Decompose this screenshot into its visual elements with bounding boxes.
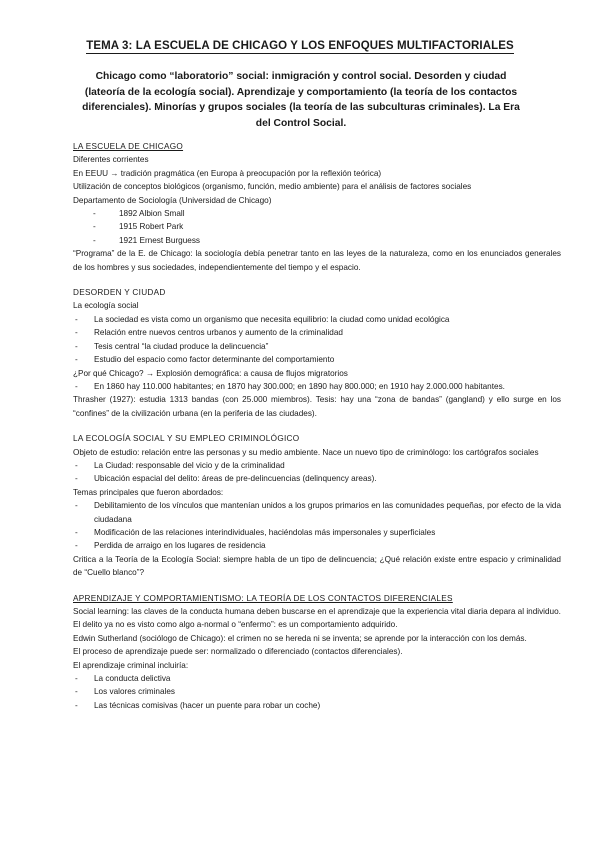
paragraph: Departamento de Sociología (Universidad de Chicago) xyxy=(73,195,272,205)
paragraph: Edwin Sutherland (sociólogo de Chicago): el crimen no se hereda ni se inventa; se aprende por la interacción con los demás. xyxy=(73,633,527,643)
paragraph: Thrasher (1927): estudia 1313 bandas (con 25.000 miembros). Tesis: hay una “zona de bandas” (gangland) y ello surge en los “confines” de la civilización urbana (en la periferia de las ciudades). xyxy=(73,395,561,418)
paragraph: El delito ya no es visto como algo a-normal o “enfermo”: es un comportamiento adquirido. xyxy=(73,620,398,630)
list-item: - Perdida de arraigo en los lugares de residencia xyxy=(73,539,561,552)
document-body xyxy=(73,140,561,712)
paragraph: Objeto de estudio: relación entre las personas y su medio ambiente. Nace un nuevo tipo de criminólogo: los cartógrafos sociales xyxy=(73,447,539,457)
paragraph: Diferentes corrientes xyxy=(73,155,149,165)
paragraph: La ecología social xyxy=(73,301,139,311)
list-item: - La Ciudad: responsable del vicio y de la criminalidad xyxy=(73,459,561,472)
list-item: - Modificación de las relaciones interindividuales, haciéndolas más impersonales y superficiales xyxy=(73,526,561,539)
document-title xyxy=(0,40,600,52)
paragraph: Utilización de conceptos biológicos (organismo, función, medio ambiente) para el análisis de factores sociales xyxy=(73,182,472,192)
document-title-text: TEMA 3: LA ESCUELA DE CHICAGO Y LOS ENFOQUES MULTIFACTORIALES xyxy=(86,40,514,52)
list-item: - Debilitamiento de los vínculos que mantenían unidos a los grupos primarios en las comunidades pequeñas, por efecto de la vida ciudadana xyxy=(73,499,561,526)
list-item: - Los valores criminales xyxy=(73,685,561,698)
list-item: - La conducta delictiva xyxy=(73,672,561,685)
list-item: - Las técnicas comisivas (hacer un puente para robar un coche) xyxy=(73,699,561,712)
paragraph: Temas principales que fueron abordados: xyxy=(73,487,224,497)
list-item: - Tesis central “la ciudad produce la delincuencia” xyxy=(73,340,561,353)
list-item: - La sociedad es vista como un organismo que necesita equilibrio: la ciudad como unidad ecológica xyxy=(73,313,561,326)
section-heading-ecologia-social: LA ECOLOGÍA SOCIAL Y SU EMPLEO CRIMINOLÓGICO xyxy=(73,434,300,444)
list-item: - 1915 Robert Park xyxy=(73,220,561,233)
section-heading-desorden-ciudad: DESORDEN Y CIUDAD xyxy=(73,288,166,298)
paragraph: Social learning: las claves de la conducta humana deben buscarse en el aprendizaje que la experiencia vital diaria depara al individuo. xyxy=(73,607,561,616)
paragraph: En EEUU → tradición pragmática (en Europa à preocupación por la reflexión teórica) xyxy=(73,168,382,178)
paragraph: ¿Por qué Chicago? → Explosión demográfica: a causa de flujos migratorios xyxy=(73,368,348,378)
section-heading-escuela-chicago: LA ESCUELA DE CHICAGO xyxy=(73,142,184,151)
list-item: - 1892 Albion Small xyxy=(73,207,561,220)
paragraph: Critica a la Teoría de la Ecología Social: siempre habla de un tipo de delincuencia; ¿Qué relación existe entre espacio y criminalidad de “Cuello blanco”? xyxy=(73,554,561,578)
list-item: - Relación entre nuevos centros urbanos y aumento de la criminalidad xyxy=(73,326,561,339)
list-item: - Estudio del espacio como factor determinante del comportamiento xyxy=(73,353,561,366)
list-item: - 1921 Ernest Burguess xyxy=(73,234,561,247)
paragraph: El proceso de aprendizaje puede ser: normalizado o diferenciado (contactos diferenciales). xyxy=(73,647,403,657)
list-item: - Ubicación espacial del delito: áreas de pre-delincuencias (delinquency areas). xyxy=(73,472,561,485)
paragraph: “Programa” de la E. de Chicago: la sociología debía penetrar tanto en las leyes de la naturaleza, como en los enunciados generales de los hombres y sus sociedades, independientemente del tiempo y el espacio. xyxy=(73,249,561,272)
section-heading-aprendizaje: APRENDIZAJE Y COMPORTAMIENTISMO: LA TEORÍA DE LOS CONTACTOS DIFERENCIALES xyxy=(73,593,453,603)
document-subtitle: Chicago como “laboratorio” social: inmigración y control social. Desorden y ciudad (lateoría de la ecología social). Aprendizaje y comportamiento (la teoría de los contactos diferenciales). Minorías y grupos sociales (la teoría de las subculturas criminales). La Era del Control Social. xyxy=(82,71,520,129)
paragraph: El aprendizaje criminal incluiría: xyxy=(73,660,189,670)
list-item: - En 1860 hay 110.000 habitantes; en 1870 hay 300.000; en 1890 hay 800.000; en 1910 hay 2.000.000 habitantes. xyxy=(73,380,561,393)
